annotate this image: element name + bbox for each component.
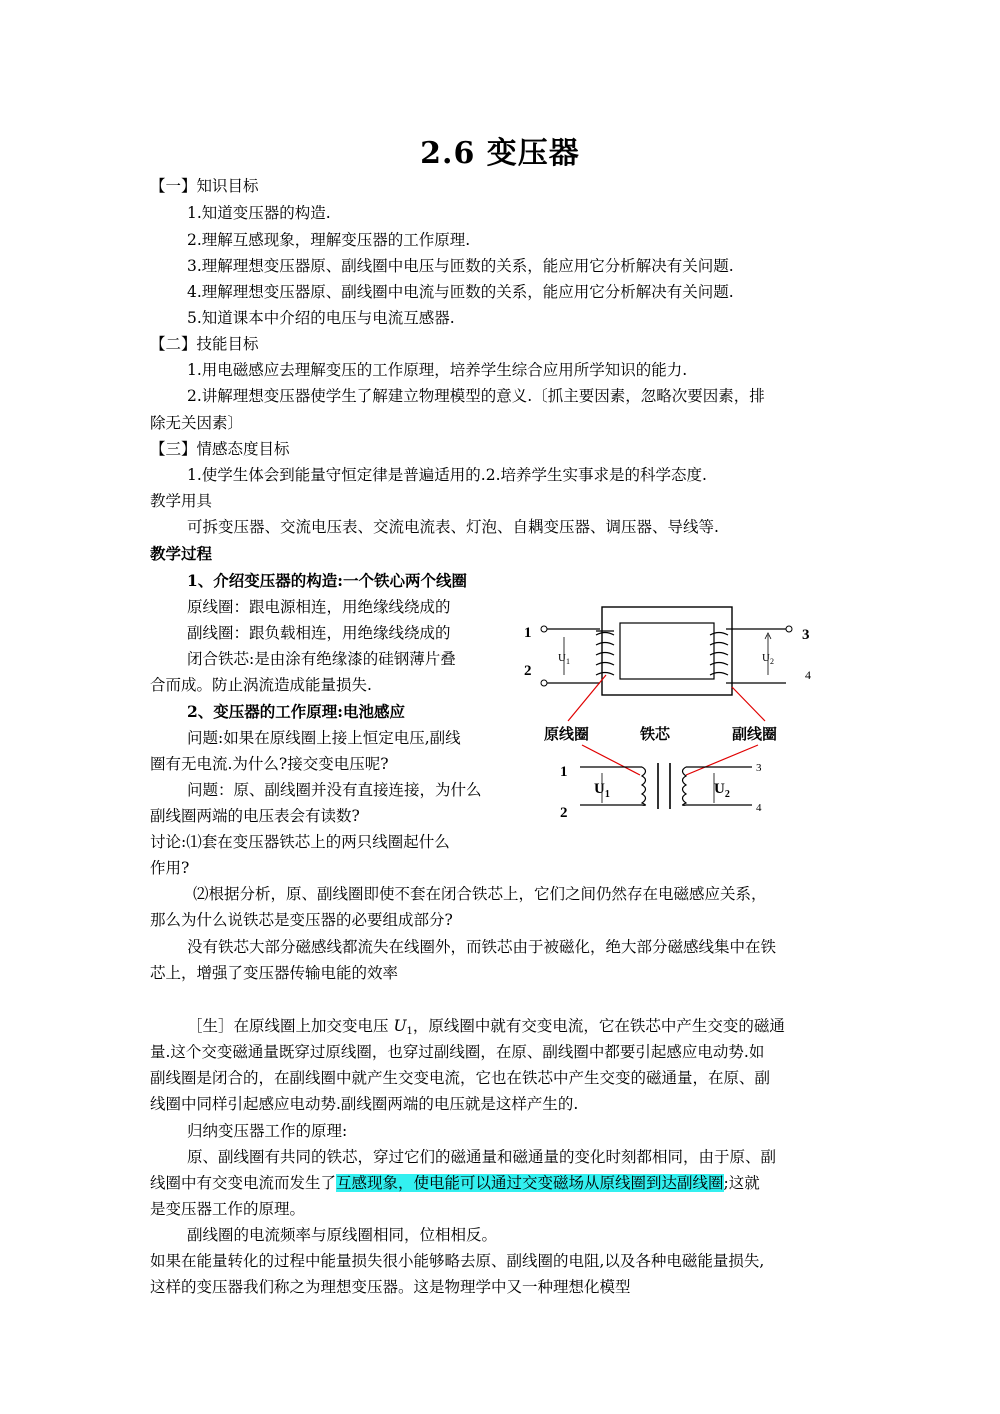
pointer-primary-upper — [568, 675, 606, 721]
terminal-3-label: 3 — [802, 627, 810, 643]
knowledge-item: 1.知道变压器的构造. — [187, 204, 331, 222]
para3-var-sub: 1 — [406, 1026, 413, 1037]
emotion-item: 1.使学生体会到能量守恒定律是普遍适用的.2.培养学生实事求是的科学态度. — [187, 466, 707, 484]
skill-item: 1.用电磁感应去理解变压的工作原理，培养学生综合应用所学知识的能力. — [187, 361, 688, 379]
terminal-4-label: 4 — [805, 668, 811, 682]
u2-letter: U — [762, 652, 770, 664]
pointer-primary-lower — [582, 745, 640, 775]
schematic-terminal-2: 2 — [560, 805, 568, 821]
label-secondary-coil: 副线圈 — [732, 727, 778, 743]
schematic-u1-letter: U — [594, 781, 605, 797]
terminal-2-label: 2 — [524, 663, 532, 679]
u1-letter: U — [558, 652, 566, 664]
step2-line: 问题：原、副线圈并没有直接连接，为什么 — [187, 781, 482, 799]
step2-line: 讨论:⑴套在变压器铁芯上的两只线圈起什么 — [150, 833, 450, 851]
emotion-heading: 【三】情感态度目标 — [150, 440, 290, 458]
terminal-1-label: 1 — [524, 625, 532, 641]
pointer-secondary-upper — [732, 687, 765, 721]
final-line: 如果在能量转化的过程中能量损失很小能够略去原、副线圈的电阻,以及各种电磁能量损失, — [150, 1252, 765, 1270]
pointer-secondary-lower — [686, 745, 758, 775]
summary-line: 是变压器工作的原理。 — [150, 1200, 306, 1218]
schematic-primary-coil — [642, 767, 646, 805]
knowledge-heading: 【一】知识目标 — [150, 177, 259, 195]
para3-line: 副线圈是闭合的，在副线圈中就产生交变电流，它也在铁芯中产生交变的磁通量，在原、副 — [150, 1069, 771, 1087]
para3-line: 量.这个交变磁通量既穿过原线圈，也穿过副线圈，在原、副线圈中都要引起感应电动势.如 — [150, 1043, 765, 1061]
schematic-u2-subscript: 2 — [724, 789, 730, 800]
schematic-terminal-3: 3 — [756, 762, 762, 774]
secondary-coil — [710, 633, 728, 676]
terminal-2 — [541, 680, 547, 686]
summary-line: 原、副线圈有共同的铁芯，穿过它们的磁通量和磁通量的变化时刻都相同，由于原、副 — [187, 1148, 777, 1166]
terminal-3 — [786, 626, 792, 632]
u2-subscript: 2 — [769, 657, 774, 666]
step1-line: 原线圈：跟电源相连，用绝缘线绕成的 — [187, 598, 451, 616]
summary-heading: 归纳变压器工作的原理: — [187, 1122, 348, 1140]
para2-line: 芯上，增强了变压器传输电能的效率 — [150, 964, 399, 982]
skill-item: 2.讲解理想变压器使学生了解建立物理模型的意义.〔抓主要因素，忽略次要因素，排 — [187, 387, 765, 405]
tools-heading: 教学用具 — [150, 492, 213, 510]
tools-text: 可拆变压器、交流电压表、交流电流表、灯泡、自耦变压器、调压器、导线等. — [187, 518, 719, 536]
summary-text: 线圈中有交变电流而发生了 — [150, 1174, 337, 1192]
step1-line: 闭合铁芯:是由涂有绝缘漆的硅钢薄片叠 — [187, 650, 456, 668]
u1-label — [558, 652, 570, 666]
freq-line: 副线圈的电流频率与原线圈相同，位相相反。 — [187, 1226, 498, 1244]
step1-line: 副线圈：跟负载相连，用绝缘线绕成的 — [187, 624, 451, 642]
schematic-u1-subscript: 1 — [604, 789, 610, 800]
core-outer — [602, 607, 732, 695]
step2-line: 圈有无电流.为什么?接交变电压呢? — [150, 755, 389, 773]
summary-line — [150, 1170, 760, 1196]
para3-prefix: ［生］在原线圈上加交变电压 — [187, 1017, 394, 1035]
step2-title: 2、变压器的工作原理:电池感应 — [187, 702, 406, 721]
knowledge-item: 5.知道课本中介绍的电压与电流互感器. — [187, 309, 455, 327]
step1-title: 1、介绍变压器的构造:一个铁心两个线圈 — [187, 571, 468, 590]
para2-line: 没有铁芯大部分磁感线都流失在线圈外，而铁芯由于被磁化，绝大部分磁感线集中在铁 — [187, 938, 777, 956]
step2-line: 作用? — [150, 859, 190, 877]
process-heading: 教学过程 — [150, 544, 213, 563]
skill-item: 除无关因素〕 — [150, 414, 244, 432]
para1-line: ⑵根据分析，原、副线圈即使不套在闭合铁芯上，它们之间仍然存在电磁感应关系， — [193, 885, 767, 903]
u2-label — [762, 652, 774, 666]
para3-var: U — [393, 1017, 407, 1035]
u1-subscript: 1 — [565, 657, 570, 666]
terminal-1 — [541, 626, 547, 632]
schematic-terminal-1: 1 — [560, 764, 568, 780]
step1-line: 合而成。防止涡流造成能量损失. — [150, 676, 372, 694]
knowledge-item: 3.理解理想变压器原、副线圈中电压与匝数的关系，能应用它分析解决有关问题. — [187, 257, 734, 275]
para3-line: 线圈中同样引起感应电动势.副线圈两端的电压就是这样产生的. — [150, 1095, 579, 1113]
schematic-secondary-coil — [683, 767, 687, 805]
page-title: 2.6 变压器 — [420, 136, 580, 171]
step2-line: 副线圈两端的电压表会有读数? — [150, 807, 360, 825]
summary-text: ;这就 — [723, 1174, 760, 1192]
schematic-terminal-4: 4 — [756, 802, 762, 814]
highlighted-text: 互感现象，使电能可以通过交变磁场从原线圈到达副线圈 — [336, 1174, 724, 1192]
label-core: 铁芯 — [640, 727, 671, 743]
label-primary-coil: 原线圈 — [544, 727, 590, 743]
knowledge-item: 2.理解互感现象，理解变压器的工作原理. — [187, 231, 471, 249]
skill-heading: 【二】技能目标 — [150, 335, 259, 353]
para1-line: 那么为什么说铁芯是变压器的必要组成部分? — [150, 911, 453, 929]
core-inner — [620, 623, 714, 679]
schematic-u2-label — [714, 781, 730, 800]
transformer-diagram — [520, 595, 840, 835]
para3-rest: ，原线圈中就有交变电流，它在铁芯中产生交变的磁通 — [412, 1017, 785, 1035]
primary-coil — [596, 631, 614, 675]
final-line: 这样的变压器我们称之为理想变压器。这是物理学中又一种理想化模型 — [150, 1278, 631, 1296]
step2-line: 问题:如果在原线圈上接上恒定电压,副线 — [187, 729, 461, 747]
knowledge-item: 4.理解理想变压器原、副线圈中电流与匝数的关系，能应用它分析解决有关问题. — [187, 283, 734, 301]
schematic-u2-letter: U — [714, 781, 725, 797]
